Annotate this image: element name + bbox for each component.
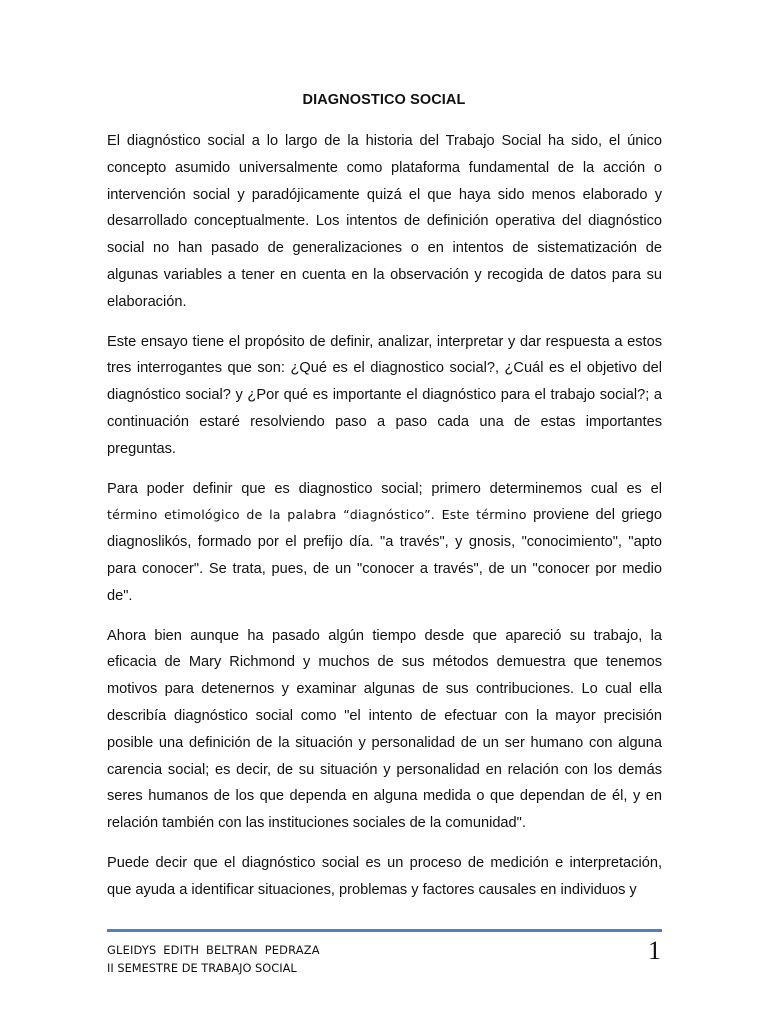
document-title: DIAGNOSTICO SOCIAL: [302, 92, 466, 108]
document-body: [107, 128, 662, 917]
page-number: 1: [648, 936, 661, 965]
paragraph-4: Ahora bien aunque ha pasado algún tiempo desde que apareció su trabajo, la eficacia de Mary Richmond y muchos de sus métodos demuestra que tenemos motivos para detenernos y examinar algunas de sus contribuciones. Lo cual ella describía diagnóstico social como "el intento de efectuar con la mayor precisión posible una definición de la situación y personalidad de un ser humano con alguna carencia social; es decir, de su situación y personalidad en relación con los demás seres humanos de los que dependa en alguna medida o que dependan de él, y en relación también con las instituciones sociales de la comunidad".: [107, 627, 662, 832]
paragraph-3-start: Para poder definir que es diagnostico social; primero determinemos cual es el: [107, 480, 662, 497]
footer-author: GLEIDYS EDITH BELTRAN PEDRAZA: [107, 943, 320, 957]
paragraph-3-etymology: término etimológico de la palabra “diagnóstico”. Este término: [107, 507, 527, 523]
paragraph-1: El diagnóstico social a lo largo de la historia del Trabajo Social ha sido, el único concepto asumido universalmente como plataforma fundamental de la acción o intervención social y paradójicamente quizá el que haya sido menos elaborado y desarrollado conceptualmente. Los intentos de definición operativa del diagnóstico social no han pasado de generalizaciones o en intentos de sistematización de algunas variables a tener en cuenta en la observación y recogida de datos para su elaboración.: [107, 133, 662, 310]
paragraph-5: Puede decir que el diagnóstico social es un proceso de medición e interpretación, que ayuda a identificar situaciones, problemas y factores causales en individuos y: [107, 854, 662, 898]
footer-course: II SEMESTRE DE TRABAJO SOCIAL: [107, 961, 297, 975]
paragraph-2: Este ensayo tiene el propósito de definir, analizar, interpretar y dar respuesta a estos tres interrogantes que son: ¿Qué es el diagnostico social?, ¿Cuál es el objetivo del diagnóstico social? y ¿Por qué es importante el diagnóstico para el trabajo social?; a continuación estaré resolviendo paso a paso cada una de estas importantes preguntas.: [107, 333, 662, 457]
paragraph-3-end: proviene del griego diagnoslikós, formado por el prefijo día. "a través", y gnosis, "conocimiento", "apto para conocer". Se trata, pues, de un "conocer a través", de un "conocer por medio de".: [107, 507, 663, 604]
paragraph-3: [107, 476, 662, 610]
footer-divider: [107, 929, 662, 932]
